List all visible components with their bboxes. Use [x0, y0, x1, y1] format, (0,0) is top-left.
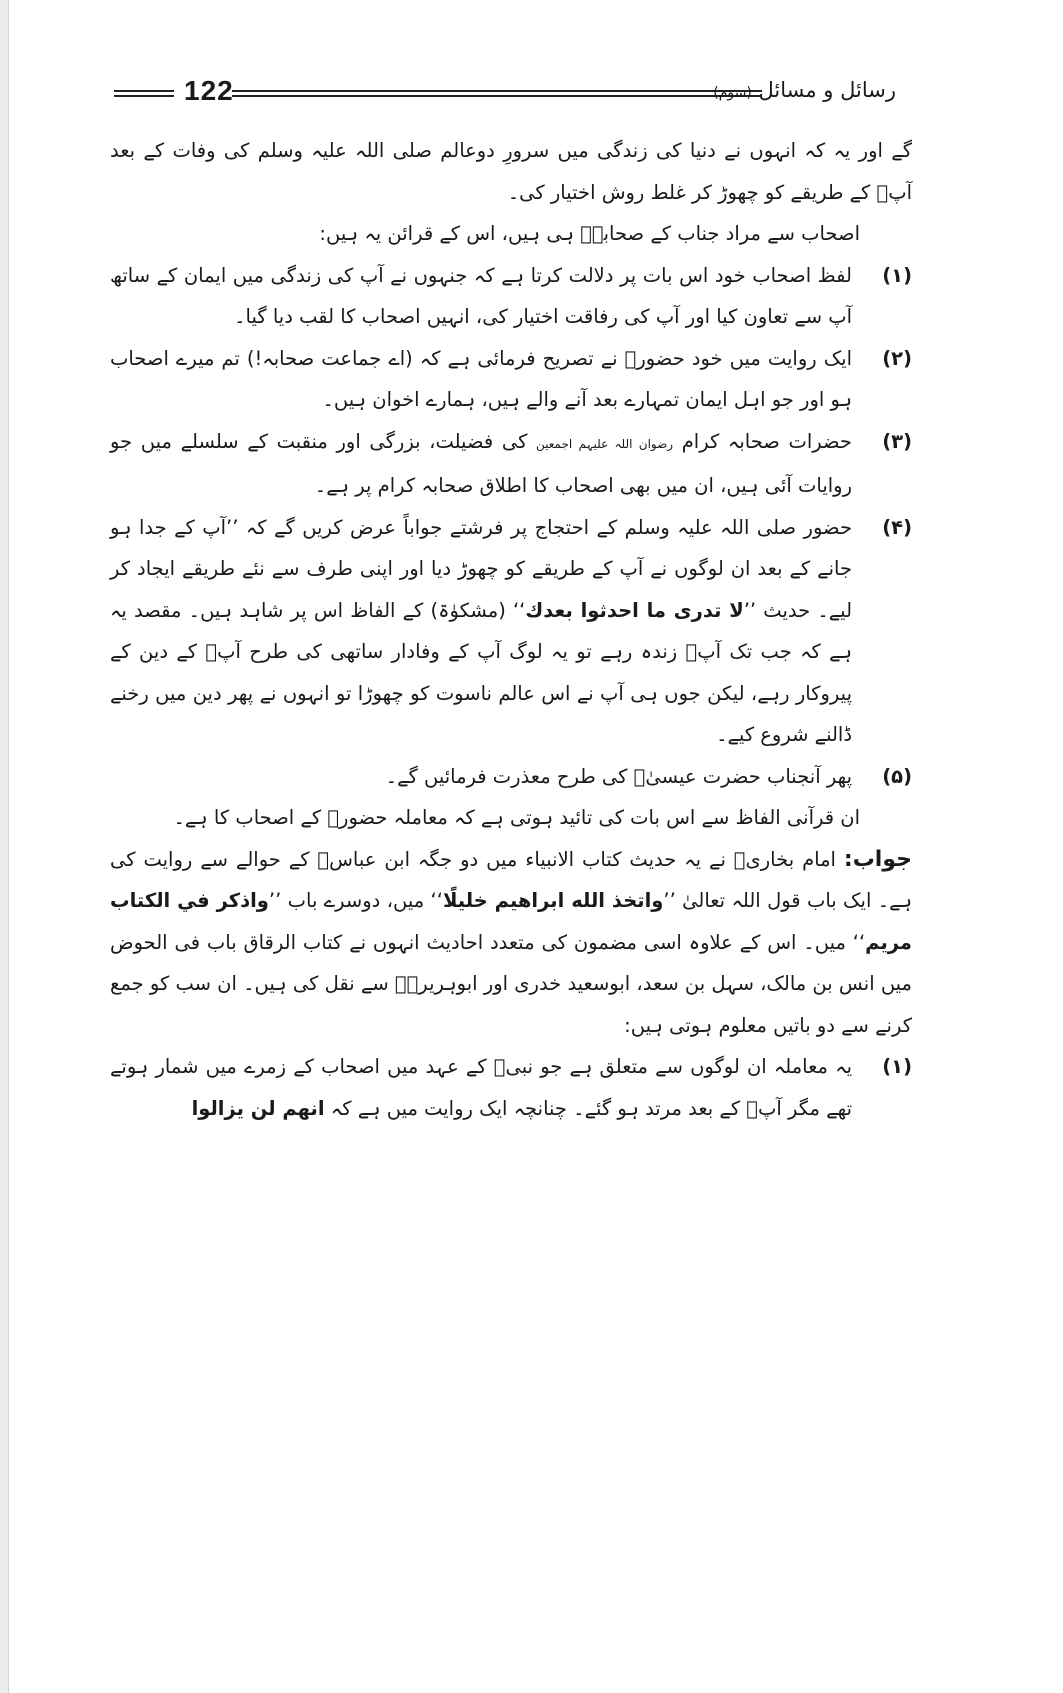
- header-rule-left: [114, 90, 174, 92]
- honorific: رضوان اللہ علیہم اجمعین: [536, 436, 674, 451]
- list-item: [110, 756, 912, 798]
- running-title-text: رسائل و مسائل: [758, 78, 896, 102]
- list-text: ‘‘ (مشکوٰۃ) کے الفاظ اس پر شاہد ہیں۔ مقصد یہ ہے کہ جب تک آپؐ زندہ رہے تو یہ لوگ آپ کے وفادار ساتھی کی طرح آپؐ کے دین کے پیروکار رہے، لیکن جوں ہی آپ نے اس عالم ناسوت کو چھوڑا تو انہوں نے پھر دین میں رخنے ڈالنے شروع کیے۔: [110, 598, 852, 746]
- list-text: کی فضیلت، بزرگی اور منقبت کے سلسلے میں جو روایات آئی ہیں، ان میں بھی اصحاب کا اطلاق صحابہ کرام پر ہے۔: [110, 429, 852, 497]
- list-item: [110, 507, 912, 756]
- list-text: حضرات صحابہ کرام: [681, 429, 852, 453]
- page-number: 122: [184, 75, 234, 106]
- arabic-quote: واتخذ الله ابراهيم خليلًا: [442, 889, 664, 912]
- answer-label: جواب:: [843, 846, 912, 872]
- list-number: (۲): [882, 346, 912, 370]
- list-item: [110, 255, 912, 338]
- header-rule-middle: [232, 90, 762, 92]
- list-number: (۵): [882, 764, 912, 788]
- list-number: (۴): [882, 515, 912, 539]
- list-text: ایک روایت میں خود حضورؐ نے تصریح فرمائی ہے کہ (اے جماعت صحابہ!) تم میرے اصحاب ہو اور جو اہل ایمان تمہارے بعد آنے والے ہیں، ہمارے اخوان ہیں۔: [110, 346, 852, 411]
- list-item: [110, 338, 912, 421]
- list-number: (۱): [882, 263, 912, 287]
- list-item: [110, 1046, 912, 1129]
- answer-paragraph: [110, 839, 912, 1047]
- list-number: (۳): [882, 429, 912, 453]
- list-text: حضور صلی اللہ علیہ وسلم کے احتجاج پر فرشتے جواباً عرض کریں گے کہ ’’آپ کے جدا ہو جانے کے بعد ان لوگوں نے آپ کے طریقے کو چھوڑ دیا اور اپنی طرف سے نئے طریقے ایجاد کر لیے۔ حدیث ’’: [110, 515, 853, 622]
- list-text: یہ معاملہ ان لوگوں سے متعلق ہے جو نبیؐ کے عہد میں اصحاب کے زمرے میں شمار ہوتے تھے مگر آپؐ کے بعد مرتد ہو گئے۔ چنانچہ ایک روایت میں ہے کہ: [110, 1055, 852, 1120]
- list-item: [110, 421, 912, 507]
- arabic-quote: واذكر في الكتاب مريم: [110, 889, 912, 954]
- volume-label: (سوم): [713, 85, 752, 101]
- running-title: [713, 78, 896, 102]
- page-body: [110, 130, 912, 1129]
- paragraph: ان قرآنی الفاظ سے اس بات کی تائید ہوتی ہے کہ معاملہ حضورؐ کے اصحاب کا ہے۔: [173, 806, 860, 829]
- paragraph: اصحاب سے مراد جناب کے صحابہؓ ہی ہیں، اس کے قرائن یہ ہیں:: [319, 222, 860, 245]
- answer-text: ‘‘ میں۔ اس کے علاوہ اسی مضمون کی متعدد احادیث انہوں نے کتاب الرقاق باب فی الحوض میں انس بن مالک، سہل بن سعد، ابوسعید خدری اور ابوہریرہؓ سے نقل کی ہیں۔ ان سب کو جمع کرنے سے دو باتیں معلوم ہوتی ہیں:: [110, 930, 912, 1037]
- answer-text: ‘‘ میں، دوسرے باب ’’: [268, 889, 443, 912]
- arabic-quote: انهم لن يزالوا: [191, 1096, 325, 1120]
- running-header: [110, 70, 910, 120]
- page-edge: [0, 0, 9, 1693]
- list-number: (۱): [882, 1055, 912, 1078]
- paragraph: گے اور یہ کہ انہوں نے دنیا کی زندگی میں سرورِ دوعالم صلی اللہ علیہ وسلم کی وفات کے بعد آپؐ کے طریقے کو چھوڑ کر غلط روش اختیار کی۔: [110, 139, 912, 204]
- arabic-quote: لا تدری ما احدثوا بعدك: [525, 598, 744, 622]
- list-text: پھر آنجناب حضرت عیسیٰؑ کی طرح معذرت فرمائیں گے۔: [385, 764, 852, 788]
- list-text: لفظ اصحاب خود اس بات پر دلالت کرتا ہے کہ جنہوں نے آپ کی زندگی میں ایمان کے ساتھ آپ سے تعاون کیا اور آپ کی رفاقت اختیار کی، انہیں اصحاب کا لقب دیا گیا۔: [110, 263, 852, 328]
- answer-text: امام بخاریؒ نے یہ حدیث کتاب الانبیاء میں دو جگہ ابن عباسؓ کے حوالے سے روایت کی ہے۔ ایک باب قول اللہ تعالیٰ ’’: [110, 847, 912, 912]
